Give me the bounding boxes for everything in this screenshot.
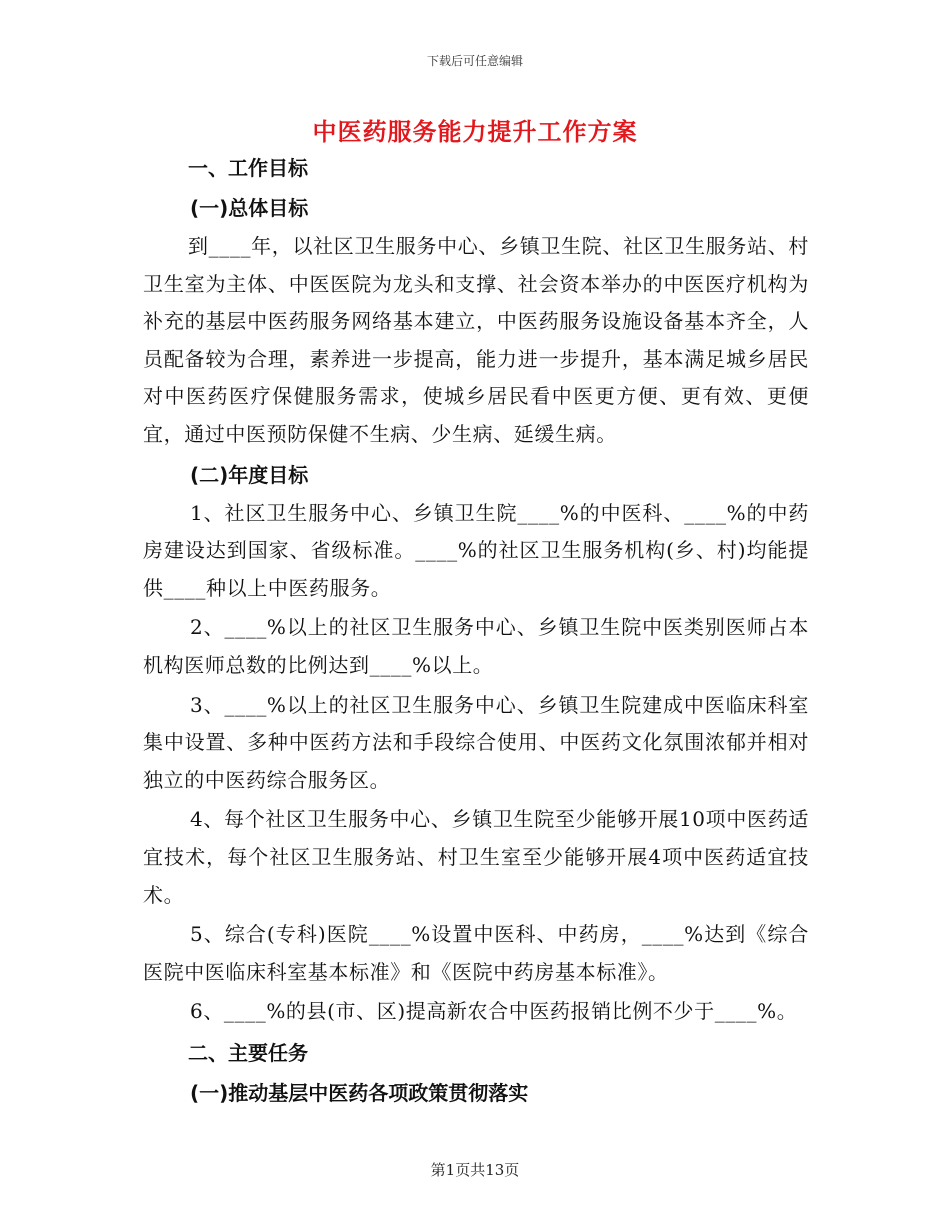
- overall-goal-paragraph: 到____年，以社区卫生服务中心、乡镇卫生院、社区卫生服务站、村卫生室为主体、中医医院为龙头和支撑、社会资本举办的中医医疗机构为补充的基层中医药服务网络基本建立，中医药服务设施设备基本齐全，人员配备较为合理，素养进一步提高，能力进一步提升，基本满足城乡居民对中医药医疗保健服务需求，使城乡居民看中医更方便、更有效、更便宜，通过中医预防保健不生病、少生病、延缓生病。: [143, 234, 809, 446]
- annual-goal-item-5: 5、综合(专科)医院____%设置中医科、中药房，____%达到《综合医院中医临床科室基本标准》和《医院中药房基本标准》。: [143, 922, 809, 984]
- page-header: 下载后可任意编辑: [426, 54, 523, 68]
- subsection-heading-annual-goal: (二)年度目标: [190, 462, 309, 487]
- annual-goal-item-1: 1、社区卫生服务中心、乡镇卫生院____%的中医科、____%的中药房建设达到国家、省级标准。____%的社区卫生服务机构(乡、村)均能提供____种以上中医药服务。: [143, 500, 809, 600]
- annual-goal-item-3: 3、____%以上的社区卫生服务中心、乡镇卫生院建成中医临床科室集中设置、多种中医药方法和手段综合使用、中医药文化氛围浓郁并相对独立的中医药综合服务区。: [143, 692, 809, 792]
- section-heading-goals: 一、工作目标: [188, 156, 308, 180]
- subsection-heading-overall-goal: (一)总体目标: [190, 196, 309, 220]
- annual-goal-item-4: 4、每个社区卫生服务中心、乡镇卫生院至少能够开展10项中医药适宜技术，每个社区卫生服务站、村卫生室至少能够开展4项中医药适宜技术。: [143, 807, 809, 907]
- annual-goal-item-6: 6、____%的县(市、区)提高新农合中医药报销比例不少于____%。: [190, 999, 798, 1024]
- page-footer: 第1页共13页: [430, 1161, 520, 1179]
- annual-goal-item-2: 2、____%以上的社区卫生服务中心、乡镇卫生院中医类别医师占本机构医师总数的比例达到____%以上。: [143, 615, 809, 677]
- section-heading-tasks: 二、主要任务: [188, 1040, 308, 1065]
- subsection-heading-policy: (一)推动基层中医药各项政策贯彻落实: [190, 1080, 529, 1105]
- document-body: [143, 148, 809, 1113]
- document-title: 中医药服务能力提升工作方案: [312, 117, 638, 146]
